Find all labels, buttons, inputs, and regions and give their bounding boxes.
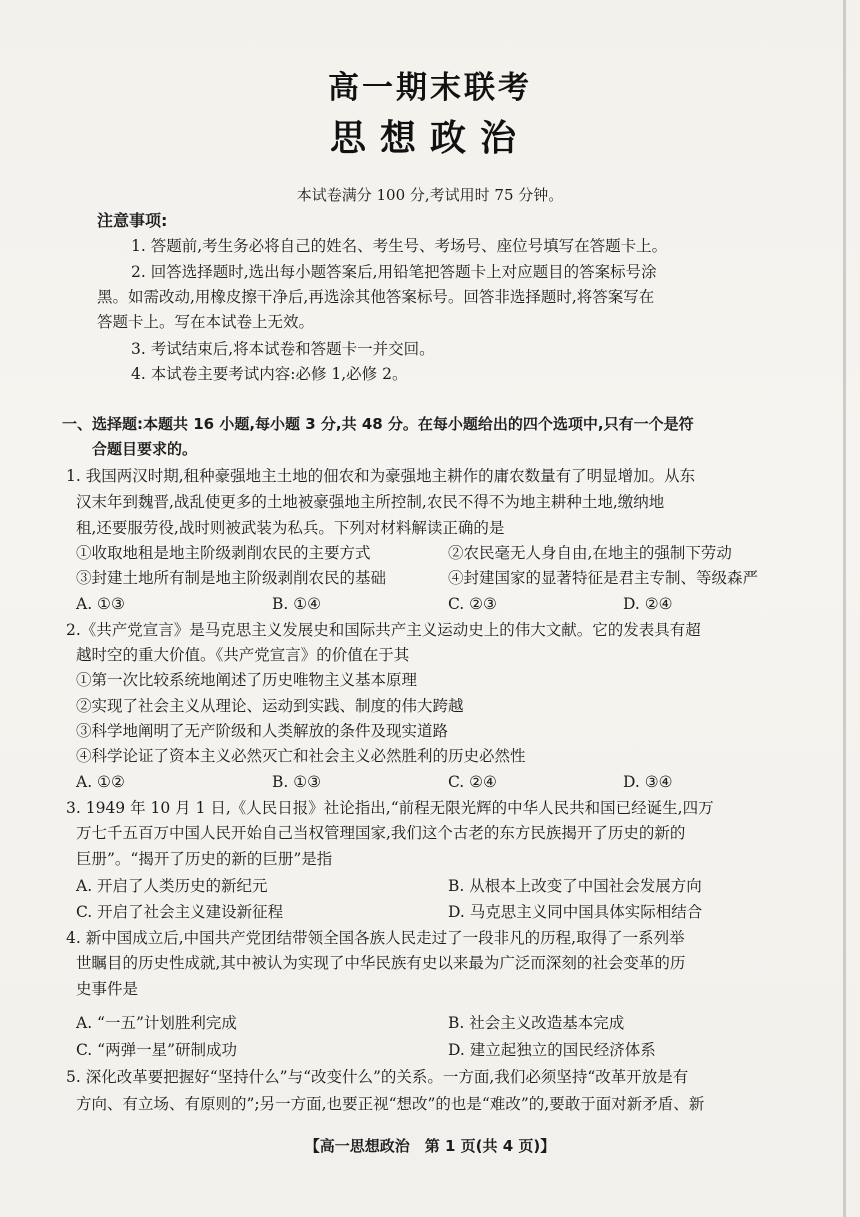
q1-option-d: D. ②④ xyxy=(623,595,673,613)
q1-option-a: A. ①③ xyxy=(76,595,125,613)
q1-statement-4: ④封建国家的显著特征是君主专制、等级森严 xyxy=(448,569,759,587)
q1-option-c: C. ②③ xyxy=(448,595,497,613)
q4-option-b: B. 社会主义改造基本完成 xyxy=(448,1014,625,1032)
q1-statement-1: ①收取地租是地主阶级剥削农民的主要方式 xyxy=(76,544,371,562)
q2-statement-1: ①第一次比较系统地阐述了历史唯物主义基本原理 xyxy=(76,671,418,689)
q3-option-c: C. 开启了社会主义建设新征程 xyxy=(76,903,284,921)
q4-option-d: D. 建立起独立的国民经济体系 xyxy=(448,1041,656,1059)
q3-stem-line: 万七千五百万中国人民开始自己当权管理国家,我们这个古老的东方民族揭开了历史的新的 xyxy=(76,824,686,842)
notice-line: 答题卡上。写在本试卷上无效。 xyxy=(97,313,315,331)
q5-stem-line: 5. 深化改革要把握好“坚持什么”与“改变什么”的关系。一方面,我们必须坚持“改革开放是有 xyxy=(66,1068,689,1086)
notice-line: 3. 考试结束后,将本试卷和答题卡一并交回。 xyxy=(131,340,435,358)
q1-stem-line: 1. 我国两汉时期,租种豪强地主土地的佃农和为豪强地主耕作的庸农数量有了明显增加。从东 xyxy=(66,467,696,485)
q4-stem-line: 史事件是 xyxy=(76,980,139,998)
page-footer: 【高一思想政治 第 1 页(共 4 页)】 xyxy=(304,1137,556,1155)
q4-stem-line: 4. 新中国成立后,中国共产党团结带领全国各族人民走过了一段非凡的历程,取得了一系列举 xyxy=(66,929,685,947)
q1-stem-line: 租,还要服劳役,战时则被武装为私兵。下列对材料解读正确的是 xyxy=(76,519,505,537)
q1-statement-3: ③封建土地所有制是地主阶级剥削农民的基础 xyxy=(76,569,387,587)
page-edge-shadow xyxy=(843,0,846,1217)
q2-stem-line: 2.《共产党宣言》是马克思主义发展史和国际共产主义运动史上的伟大文献。它的发表具有超 xyxy=(66,621,701,639)
notice-heading: 注意事项: xyxy=(97,211,168,230)
q2-option-a: A. ①② xyxy=(76,773,125,791)
q2-statement-4: ④科学论证了资本主义必然灭亡和社会主义必然胜利的历史必然性 xyxy=(76,747,526,765)
exam-meta: 本试卷满分 100 分,考试用时 75 分钟。 xyxy=(296,186,564,204)
q2-stem-line: 越时空的重大价值。《共产党宣言》的价值在于其 xyxy=(76,646,410,664)
q1-stem-line: 汉末年到魏晋,战乱使更多的土地被豪强地主所控制,农民不得不为地主耕种土地,缴纳地 xyxy=(76,493,665,511)
q2-option-d: D. ③④ xyxy=(623,773,673,791)
notice-line: 2. 回答选择题时,选出每小题答案后,用铅笔把答题卡上对应题目的答案标号涂 xyxy=(131,263,657,281)
q2-statement-3: ③科学地阐明了无产阶级和人类解放的条件及现实道路 xyxy=(76,722,449,740)
section-heading-cont: 合题目要求的。 xyxy=(92,440,198,458)
q4-stem-line: 世瞩目的历史性成就,其中被认为实现了中华民族有史以来最为广泛而深刻的社会变革的历 xyxy=(76,954,686,972)
subject-title: 思想政治 xyxy=(329,118,530,159)
q3-option-b: B. 从根本上改变了中国社会发展方向 xyxy=(448,877,702,895)
section-heading: 一、选择题:本题共 16 小题,每小题 3 分,共 48 分。在每小题给出的四个选项中,只有一个是符 xyxy=(62,415,694,433)
q3-stem-line: 巨册”。“揭开了历史的新的巨册”是指 xyxy=(76,850,333,868)
q2-option-c: C. ②④ xyxy=(448,773,497,791)
q3-stem-line: 3. 1949 年 10 月 1 日,《人民日报》社论指出,“前程无限光辉的中华人民共和国已经诞生,四万 xyxy=(66,799,714,817)
notice-line: 1. 答题前,考生务必将自己的姓名、考生号、考场号、座位号填写在答题卡上。 xyxy=(131,237,668,255)
q4-option-c: C. “两弹一星”研制成功 xyxy=(76,1041,238,1059)
q1-statement-2: ②农民毫无人身自由,在地主的强制下劳动 xyxy=(448,544,732,562)
exam-title: 高一期末联考 xyxy=(328,70,532,106)
q2-statement-2: ②实现了社会主义从理论、运动到实践、制度的伟大跨越 xyxy=(76,697,464,715)
q5-stem-line: 方向、有立场、有原则的”;另一方面,也要正视“想改”的也是“难改”的,要敢于面对新矛盾、新 xyxy=(76,1095,705,1113)
notice-line: 4. 本试卷主要考试内容:必修 1,必修 2。 xyxy=(131,365,408,383)
q2-option-b: B. ①③ xyxy=(272,773,322,791)
q3-option-a: A. 开启了人类历史的新纪元 xyxy=(76,877,268,895)
q4-option-a: A. “一五”计划胜利完成 xyxy=(76,1014,237,1032)
q1-option-b: B. ①④ xyxy=(272,595,322,613)
notice-line: 黑。如需改动,用橡皮擦干净后,再选涂其他答案标号。回答非选择题时,将答案写在 xyxy=(97,288,655,306)
q3-option-d: D. 马克思主义同中国具体实际相结合 xyxy=(448,903,703,921)
